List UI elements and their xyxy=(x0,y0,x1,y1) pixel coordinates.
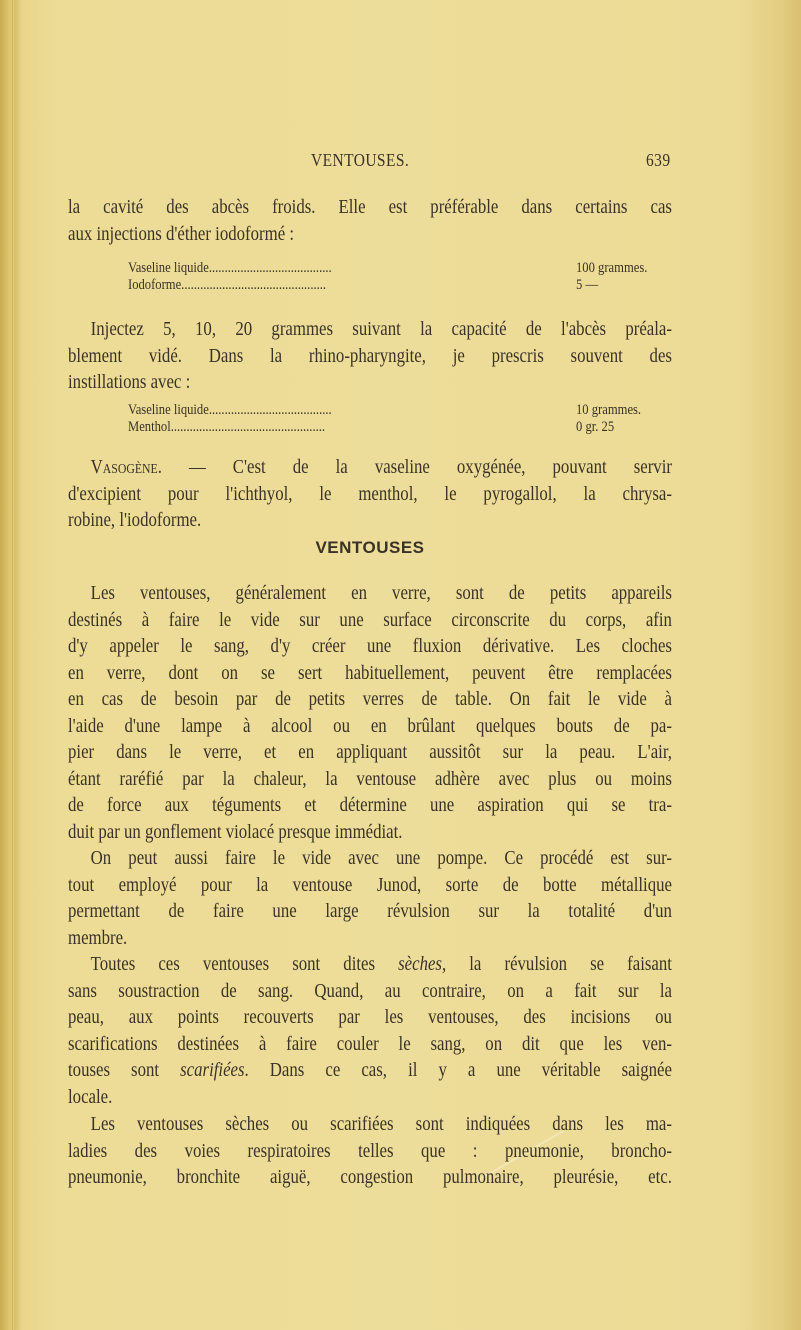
text-line: Les ventouses sèches ou scarifiées sont indiquées dans les ma- xyxy=(90,1113,672,1135)
text-span: Toutes ces ventouses sont dites xyxy=(90,953,399,975)
text-line: tout employé pour la ventouse Junod, sorte de botte métallique xyxy=(68,873,672,896)
term-vasogene: Vasogène. xyxy=(90,456,162,478)
text-line: pneumonie, bronchite aiguë, congestion pulmonaire, pleurésie, etc. xyxy=(68,1166,672,1188)
ingredient-name: Vaseline liquide....................................... xyxy=(128,402,332,418)
italic-term-scarifiees: scarifiées xyxy=(180,1059,245,1081)
page-number: 639 xyxy=(645,150,670,170)
text-line: duit par un gonflement violacé presque immédiat. xyxy=(68,820,403,843)
recipe-row xyxy=(128,260,648,277)
text-line: scarifications destinées à faire couler le sang, on dit que les ven- xyxy=(68,1032,672,1055)
recipe-row xyxy=(128,277,598,294)
paragraph-indications xyxy=(68,1111,672,1191)
text-line: locale. xyxy=(68,1085,113,1108)
text-line: étant raréfié par la chaleur, la ventouse adhère avec plus ou moins xyxy=(68,767,672,790)
ingredient-quantity: 100 grammes. xyxy=(576,260,648,276)
ingredient-name: Menthol................................................. xyxy=(128,419,326,435)
text-line: Les ventouses, généralement en verre, sont de petits appareils xyxy=(90,582,672,604)
vasogene-paragraph xyxy=(68,454,672,534)
text-line: membre. xyxy=(68,926,128,949)
section-heading: VENTOUSES xyxy=(315,538,425,557)
paragraph-seches-scarifiees xyxy=(68,951,672,1110)
text-line: sans soustraction de sang. Quand, au contraire, on a fait sur la xyxy=(68,979,672,1002)
text-line: robine, l'iodoforme. xyxy=(68,509,202,531)
recipe-menthol xyxy=(128,402,642,436)
text-line: ladies des voies respiratoires telles que : pneumonie, broncho- xyxy=(68,1139,672,1162)
text-line: On peut aussi faire le vide avec une pompe. Ce procédé est sur- xyxy=(90,847,672,869)
text-line: l'aide d'une lampe à alcool ou en brûlant quelques bouts de pa- xyxy=(68,714,672,737)
text-line: blement vidé. Dans la rhino-pharyngite, je prescris souvent des xyxy=(68,344,672,367)
text-line xyxy=(68,1057,672,1084)
paragraph-pompe xyxy=(68,845,672,951)
ingredient-name: Iodoforme.............................................. xyxy=(128,277,327,293)
recipe-row xyxy=(128,419,615,436)
text-span: touses sont xyxy=(68,1059,181,1081)
ingredient-name: Vaseline liquide....................................... xyxy=(128,260,332,276)
text-line: en verre, dont on se sert habituellement, peuvent être remplacées xyxy=(68,661,672,684)
text-line xyxy=(68,454,672,481)
text-line: la cavité des abcès froids. Elle est préférable dans certains cas xyxy=(68,196,672,218)
paragraph-ventouses-intro xyxy=(68,580,672,845)
gutter-line xyxy=(12,0,13,1330)
text-line: en cas de besoin par de petits verres de table. On fait le vide à xyxy=(68,688,672,710)
text-span: . Dans ce cas, il y a une véritable saignée xyxy=(244,1059,672,1081)
text-line xyxy=(68,951,672,978)
text-line: de force aux téguments et détermine une aspiration qui se tra- xyxy=(68,794,672,816)
text-line: d'y appeler le sang, d'y créer une fluxion dérivative. Les cloches xyxy=(68,635,672,657)
injection-paragraph xyxy=(68,316,672,396)
text-line: Injectez 5, 10, 20 grammes suivant la capacité de l'abcès préala- xyxy=(90,318,672,340)
ingredient-quantity: 5 — xyxy=(576,277,599,293)
running-title: VENTOUSES. xyxy=(311,150,410,170)
ingredient-quantity: 10 grammes. xyxy=(576,402,642,418)
intro-paragraph xyxy=(68,194,672,247)
text-line: d'excipient pour l'ichthyol, le menthol, le pyrogallol, la chrysa- xyxy=(68,482,672,505)
text-span: , la révulsion se faisant xyxy=(441,953,672,975)
ingredient-quantity: 0 gr. 25 xyxy=(576,419,615,435)
definition-text: — C'est de la vaseline oxygénée, pouvant servir xyxy=(161,456,672,478)
italic-term-seches: sèches xyxy=(398,953,442,975)
recipe-iodoform xyxy=(128,260,648,294)
text-line: instillations avec : xyxy=(68,371,191,393)
text-line: pier dans le verre, et en appliquant aussitôt sur la peau. L'air, xyxy=(68,741,672,763)
running-head xyxy=(68,150,672,174)
text-line: destinés à faire le vide sur une surface circonscrite du corps, afin xyxy=(68,608,672,631)
recipe-row xyxy=(128,402,642,419)
text-line: aux injections d'éther iodoformé : xyxy=(68,222,295,245)
text-line: permettant de faire une large révulsion sur la totalité d'un xyxy=(68,900,672,922)
text-line: peau, aux points recouverts par les ventouses, des incisions ou xyxy=(68,1006,672,1028)
